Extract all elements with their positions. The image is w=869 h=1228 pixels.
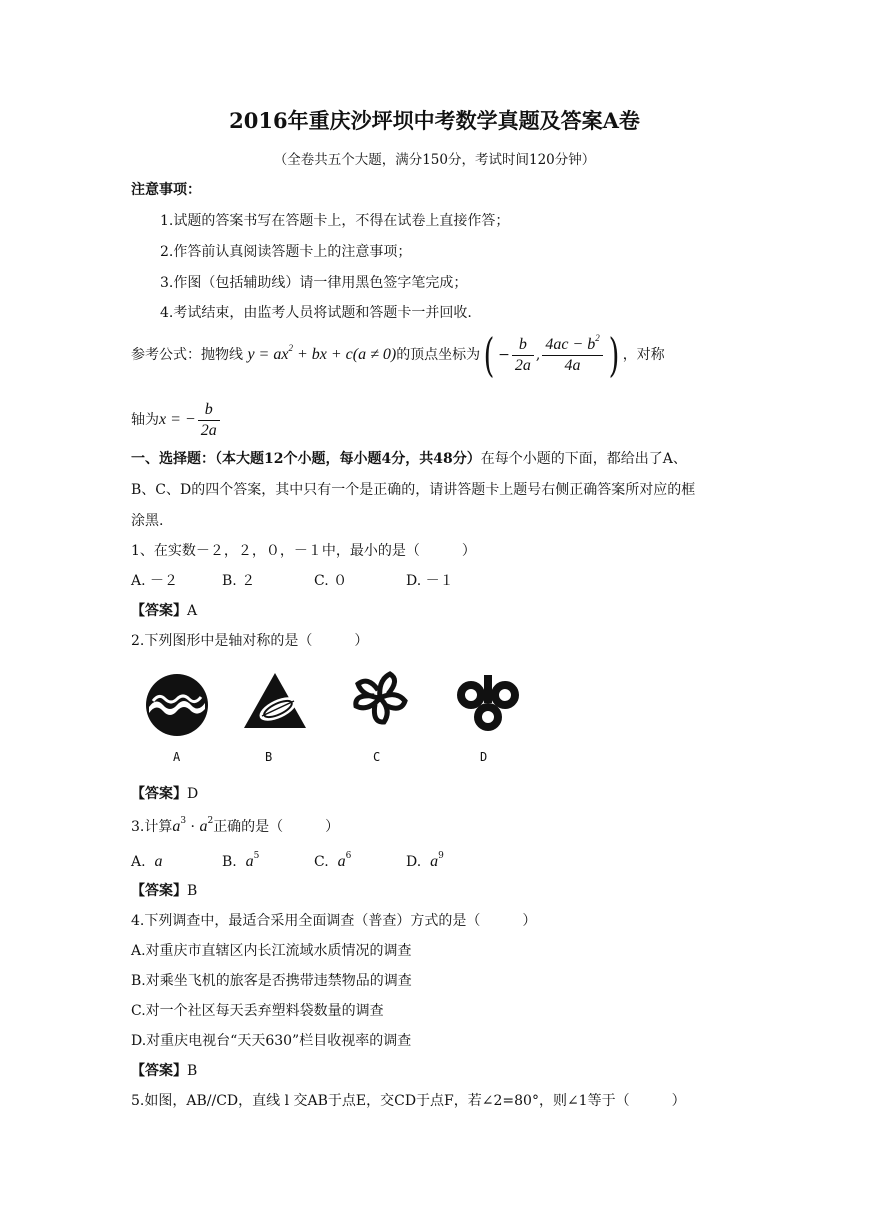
formula-after: ，对称 (622, 347, 665, 363)
section-intro (131, 449, 687, 469)
question-2-answer: 【答案】D (131, 786, 199, 802)
question-3-option: C. $a^6$ (314, 851, 352, 870)
question-4-stem: 4.下列调查中，最适合采用全面调查（普查）方式的是（ ） (131, 913, 537, 929)
section-heading: 一、选择题：（本大题12个小题，每小题4分，共48分） (131, 451, 481, 467)
page-title: 2016年重庆沙坪坝中考数学真题及答案A卷 (229, 108, 640, 133)
question-1-option: B. ２ (222, 573, 256, 589)
wave-symbol-icon (145, 673, 209, 737)
question-4-option: D.对重庆电视台“天天630”栏目收视率的调查 (131, 1033, 412, 1049)
axis-prefix: 轴为 (131, 412, 159, 428)
figure-label: B (265, 750, 273, 764)
notice-item: 2.作答前认真阅读答题卡上的注意事项； (160, 244, 412, 260)
section-intro-line: 在每个小题的下面，都给出了A、 (480, 451, 687, 467)
question-4-answer: 【答案】B (131, 1063, 198, 1079)
question-3-option: D. $a^9$ (406, 851, 444, 870)
formula-prefix: 参考公式：抛物线 (131, 347, 243, 363)
question-4-option: C.对一个社区每天丢弃塑料袋数量的调查 (131, 1003, 384, 1019)
question-1-option: C. ０ (314, 573, 348, 589)
question-4-option: B.对乘坐飞机的旅客是否携带违禁物品的调查 (131, 973, 412, 989)
question-3-answer: 【答案】B (131, 883, 198, 899)
question-5-stem: 5.如图，AB//CD，直线 l 交AB于点E，交CD于点F，若∠2=80°，则∠1等于（ ） (131, 1093, 686, 1109)
minus-sign: − (498, 347, 510, 363)
right-paren-icon: ) (608, 328, 620, 382)
figure-label: D (480, 750, 488, 764)
notice-item: 1.试题的答案书写在答题卡上，不得在试卷上直接作答； (160, 213, 510, 229)
formula-equation: $y = ax^2$ + bx + c (247, 343, 353, 363)
question-3-option: A. a (131, 853, 163, 870)
formula-condition: (a ≠ 0) (352, 346, 397, 363)
question-1-stem: 1、在实数－２，２，０，－１中，最小的是（ ） (131, 543, 476, 559)
section-intro-line: B、C、D的四个答案，其中只有一个是正确的，请讲答题卡上题号右侧正确答案所对应的框 (131, 482, 696, 498)
page-subtitle: （全卷共五个大题，满分150分，考试时间120分钟） (273, 152, 596, 168)
fraction-4ac-b2-over-4a: $\frac{4ac - b^2}{4a}$ (542, 335, 602, 376)
question-4-option: A.对重庆市直辖区内长江流域水质情况的调查 (131, 943, 412, 959)
section-intro-line: 涂黑. (131, 513, 164, 529)
notice-item: 4.考试结束，由监考人员将试题和答题卡一并回收. (160, 305, 472, 321)
fraction-b-over-2a: $\frac{b}{2a}$ (198, 400, 220, 441)
triangle-leaf-symbol-icon (242, 671, 308, 731)
notice-item: 3.作图（包括辅助线）请一律用黑色签字笔完成； (160, 275, 468, 291)
reference-formula: 参考公式：抛物线 $y = ax^2$ + bx + c(a ≠ 0)的顶点坐标为( − $\frac{b}{2a}$ , $\frac{4ac - b^2}{4a}$ ) ，对称 (131, 328, 665, 382)
figure-label: C (373, 750, 381, 764)
question-1-answer: 【答案】A (131, 603, 198, 619)
question-1-option: A. －２ (131, 573, 179, 589)
question-2-stem: 2.下列图形中是轴对称的是（ ） (131, 633, 369, 649)
formula-vertex-text: 的顶点坐标为 (396, 347, 481, 363)
question-3-stem: 3.计算$a^3 \cdot a^2$正确的是（ ） (131, 816, 340, 835)
left-paren-icon: ( (483, 328, 495, 382)
figure-label: A (173, 750, 181, 764)
question-1-option: D. －１ (406, 573, 454, 589)
swirl-flower-symbol-icon (350, 667, 410, 729)
question-3-option: B. $a^5$ (222, 851, 260, 870)
notice-heading: 注意事项： (131, 182, 201, 198)
three-rings-symbol-icon (455, 673, 521, 733)
fraction-b-over-2a: $\frac{b}{2a}$ (512, 335, 534, 376)
axis-formula (131, 398, 222, 442)
axis-equation: x = − (159, 411, 196, 428)
